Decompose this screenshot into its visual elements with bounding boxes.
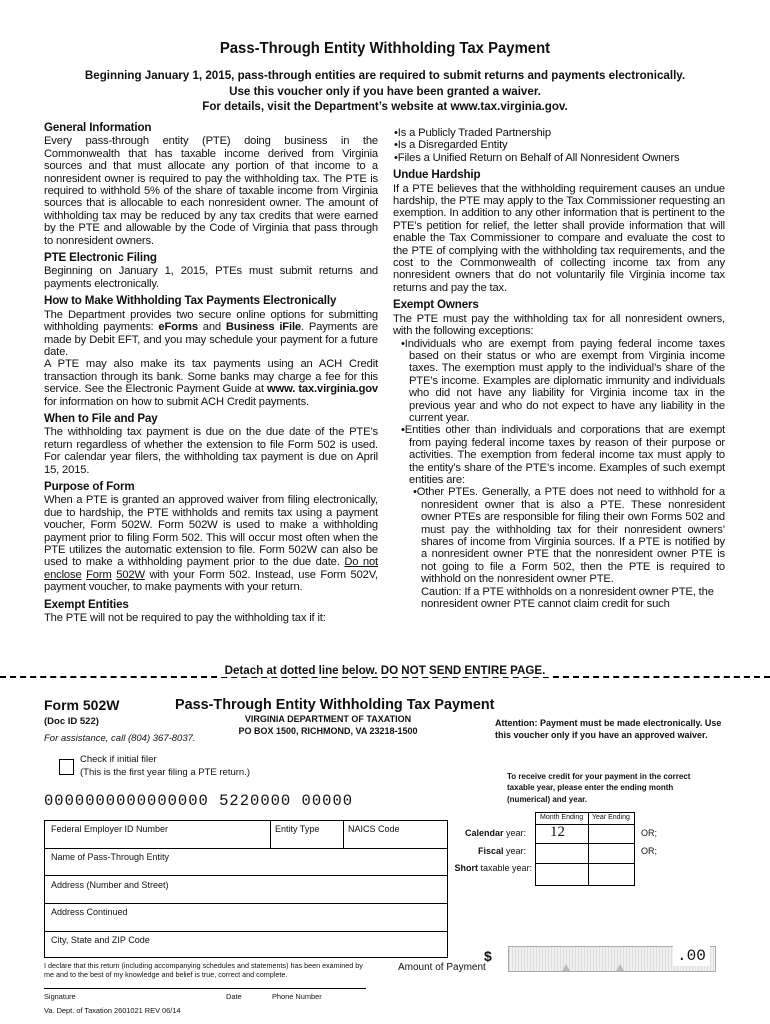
tax-website-link[interactable]: www. tax.virginia.gov — [266, 383, 379, 396]
purpose-text: When a PTE is granted an approved waiver from filing electronically, due to hardship, the PTE withholds and remits tax using a payment voucher, Form 502W. Form 502W is used to make a withholding payment prior to filing Form 502. This will occur most often when the PTE utilizes the automatic extension to file. Form 502W can also be used to make a withholding payment prior to the due date. Do not enclose Form 502W with your Form 502. Instead, use Form 502V, payment voucher, to make payments with your return. — [44, 494, 379, 594]
exempt-entities-heading: Exempt Entities — [44, 597, 129, 611]
date-label: Date — [226, 992, 242, 1001]
year-ending-header: Year Ending — [592, 814, 630, 821]
initial-filer-checkbox[interactable] — [59, 759, 74, 775]
instructions-right-column — [393, 127, 725, 610]
hardship-text: If a PTE believes that the withholding requirement causes an undue hardship, the PTE may apply to the Tax Commissioner requesting an exemption. In addition to any other information that is pertinent to the PTE’s petition for relief, the letter shall provide information that will enable the Tax Commissioner to compare and evaluate the cost to the PTE of complying with the withholding tax requirements, and the cost to the Commonwealth of collecting income tax from any nonresident owners that do not voluntarily file Virginia income tax returns and pay the tax. — [393, 182, 725, 294]
owners-bullet-individuals: •Individuals who are exempt from paying federal income taxes based on their status or who are exempt from Virginia income taxes. The exemption must apply to the individual’s share of the PTE’s income. Examples are diplomatic immunity and individuals who did not have any liability for Virginia income tax in the previous year and who do not expect to have any liability in the current year. — [401, 337, 725, 424]
initial-filer-label: Check if initial filer (This is the first year filing a PTE return.) — [80, 754, 250, 778]
declaration-text: I declare that this return (including accompanying schedules and statements) has been examined by me and to the best of my knowledge and belief is true, correct and complete. — [44, 961, 363, 979]
hardship-heading: Undue Hardship — [393, 168, 481, 182]
general-text: Every pass-through entity (PTE) doing business in the Commonwealth that has taxable income derived from Virginia sources and that must allocate any portion of that income to a nonresident owner is required to pay the withholding tax. The PTE is required to withhold 5% of the share of taxable income from Virginia sources that is allocable to each nonresident owner. The amount of withholding tax may be reduced by any tax credits that were earned by the PTE and allowable by the Code of Virginia that pass through to nonresident owners. — [44, 135, 378, 247]
howto-heading: How to Make Withholding Tax Payments Electronically — [44, 294, 337, 308]
form-footer: Va. Dept. of Taxation 2601021 REV 06/14 — [44, 1006, 181, 1015]
detach-instruction: Detach at dotted line below. DO NOT SEND ENTIRE PAGE. — [0, 664, 770, 677]
signature-line[interactable] — [44, 988, 366, 989]
address-continued-field[interactable]: Address Continued — [51, 907, 128, 917]
exempt-owners-heading: Exempt Owners — [393, 298, 479, 312]
attention-notice: Attention: Payment must be made electronically. Use this voucher only if you have an approved waiver. — [495, 718, 722, 740]
owners-bullet-entities: •Entities other than individuals and corporations that are exempt from paying federal income taxes by reason of their purpose or activities. The exemption from federal income tax must apply to the entity’s share of the PTE’s income. Examples of such exempt entities are: — [401, 424, 725, 486]
calendar-year-label: Calendar year: — [464, 828, 526, 838]
amount-label: Amount of Payment — [398, 962, 486, 973]
voucher-title: Pass-Through Entity Withholding Tax Payment — [175, 697, 495, 713]
department-address: VIRGINIA DEPARTMENT OF TAXATION PO BOX 1500, RICHMOND, VA 23218-1500 — [238, 714, 418, 736]
calendar-month-value[interactable]: 12 — [550, 824, 565, 840]
city-state-zip-field[interactable]: City, State and ZIP Code — [51, 935, 150, 945]
cents-value: .00 — [673, 946, 710, 966]
general-heading: General Information — [44, 121, 152, 134]
address-field[interactable]: Address (Number and Street) — [51, 880, 169, 890]
howto-text-1: The Department provides two secure online options for submitting withholding payments: eForms and Business iFile. Payments are made by Debit EFT, and you may schedule your payment for a future date. — [44, 308, 378, 358]
entity-name-field[interactable]: Name of Pass-Through Entity — [51, 852, 170, 862]
form-number: Form 502W — [44, 697, 120, 713]
intro-line-2: Use this voucher only if you have been granted a waiver. — [229, 84, 541, 98]
purpose-heading: Purpose of Form — [44, 479, 135, 493]
doc-id: (Doc ID 522) — [44, 716, 99, 727]
when-text: The withholding tax payment is due on the due date of the PTE’s return regardless of whether the extension to file Form 502 is used. For calendar year filers, the withholding tax payment is due on April 15, 2015. — [44, 426, 378, 476]
page-title: Pass-Through Entity Withholding Tax Payment — [219, 40, 551, 57]
assistance-phone: For assistance, call (804) 367-8037. — [44, 733, 196, 744]
credit-instruction: To receive credit for your payment in the correct taxable year, please enter the ending month (numerical) and year. — [507, 772, 691, 804]
month-ending-header: Month Ending — [540, 814, 584, 821]
signature-label: Signature — [44, 992, 76, 1001]
or-label: OR; — [641, 828, 658, 838]
dollar-sign: $ — [484, 948, 492, 964]
or-label: OR; — [641, 846, 658, 856]
efile-text: Beginning on January 1, 2015, PTEs must submit returns and payments electronically. — [44, 265, 378, 290]
naics-field[interactable]: NAICS Code — [348, 824, 400, 834]
fein-field[interactable]: Federal Employer ID Number — [51, 824, 169, 834]
eforms-label: eForms — [158, 321, 198, 334]
business-ifile-label: Business iFile — [225, 321, 301, 334]
owners-bullet-other-ptes: •Other PTEs. Generally, a PTE does not need to withhold for a nonresident owner that is also a PTE. These nonresident owner PTEs are responsible for filing their own Forms 502 and must pay the withholding tax for their nonresident owners’ shares of income from Virginia sources. If a PTE is notified by a nonresident owner PTE that the nonresident owner PTE is not going to file a Form 502, then the PTE is required to withhold on the nonresident owner PTE. — [413, 486, 725, 586]
intro-line-1: Beginning January 1, 2015, pass-through entities are required to submit returns and payments electronically. — [84, 69, 686, 82]
exempt-entities-text: The PTE will not be required to pay the withholding tax if it: — [44, 612, 326, 625]
separator-marker — [562, 964, 570, 971]
taxable-year-grid — [535, 812, 635, 886]
fiscal-year-label: Fiscal year: — [477, 846, 526, 856]
when-heading: When to File and Pay — [44, 411, 158, 425]
efile-heading: PTE Electronic Filing — [44, 251, 157, 265]
entity-info-box — [44, 820, 448, 958]
separator-marker — [616, 964, 624, 971]
scan-line: 0000000000000000 5220000 00000 — [44, 792, 354, 810]
entity-type-field[interactable]: Entity Type — [275, 824, 320, 834]
intro-line-3: For details, visit the Department’s website at www.tax.virginia.gov. — [202, 100, 568, 113]
intro-notice — [0, 68, 770, 115]
exempt-bullet: •Is a Disregarded Entity — [394, 139, 508, 152]
instructions-left-column — [44, 122, 378, 624]
short-year-label: Short taxable year: — [454, 863, 532, 873]
exempt-bullet: •Is a Publicly Traded Partnership — [394, 127, 551, 139]
phone-label: Phone Number — [272, 992, 322, 1001]
exempt-bullet: •Files a Unified Return on Behalf of All Nonresident Owners — [394, 151, 680, 164]
howto-text-2: A PTE may also make its tax payments using an ACH Credit transaction through its bank. Some banks may charge a fee for this service. See the Electronic Payment Guide at www. tax.virginia.gov for information on how to submit ACH Credit payments. — [44, 358, 379, 408]
exempt-owners-text: The PTE must pay the withholding tax for all nonresident owners, with the following exceptions: — [393, 312, 725, 338]
caution-text: Caution: If a PTE withholds on a nonresident owner PTE, the nonresident owner PTE cannot claim credit for such — [421, 585, 714, 611]
